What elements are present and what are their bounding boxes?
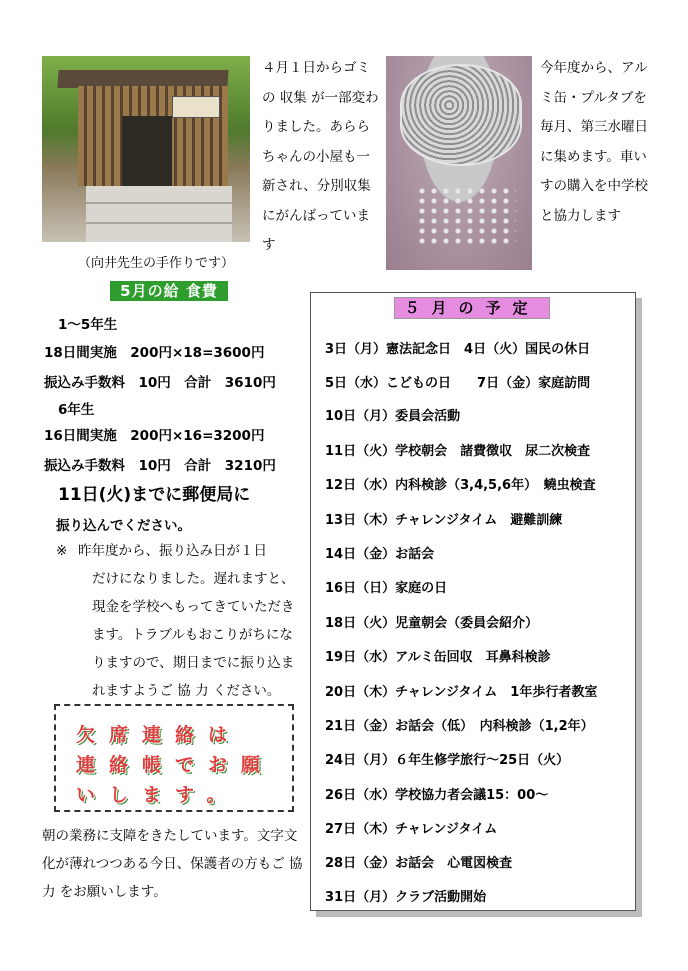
schedule-item: 28日（金）お話会 心電図検査 <box>325 856 513 871</box>
absence-line-1: 欠席連絡は <box>76 724 242 746</box>
lunch-fee-heading: 5月の給 食費 <box>110 281 228 301</box>
grade1-5-label: 1～5年生 <box>58 317 118 333</box>
pull-tabs-photo <box>386 56 532 270</box>
recycling-notice-text: 今年度から、アルミ缶・プルタブを毎月、第三水曜日に集めます。車いすの購入を中学校と協力します <box>540 60 648 224</box>
garbage-hut-photo <box>42 56 250 242</box>
payment-note <box>56 537 301 705</box>
schedule-item: 24日（月）６年生修学旅行～25日（火） <box>325 753 570 768</box>
schedule-item: 18日（火）児童朝会（委員会紹介） <box>325 616 539 631</box>
schedule-item: 27日（木）チャレンジタイム <box>325 822 498 837</box>
payment-deadline: 11日(火)までに郵便局に <box>58 485 251 505</box>
grade6-fee-total: 振込み手数料 10円 合計 3210円 <box>44 458 276 474</box>
schedule-item: 10日（月）委員会活動 <box>325 409 461 424</box>
schedule-item: 26日（水）学校協力者会議15：00～ <box>325 788 549 803</box>
grade6-label: 6年生 <box>58 402 95 418</box>
schedule-item: 20日（木）チャレンジタイム 1年歩行者教室 <box>325 685 598 700</box>
note-line: 昨年度から、振り込み日が１日 <box>78 543 267 559</box>
schedule-item: 5日（水）こどもの日 7日（金）家庭訪問 <box>325 376 591 391</box>
garbage-notice-text: ４月１日からゴミの 収集 が一部変わりました。あららちゃんの小屋も一新され、分別収集にがんばっています <box>262 60 379 253</box>
schedule-item: 21日（金）お話会（低） 内科検診（1,2年） <box>325 719 594 734</box>
absence-contact-box <box>54 704 294 812</box>
schedule-item: 16日（日）家庭の日 <box>325 581 448 596</box>
note-mark: ※ <box>56 543 68 559</box>
absence-line-3: いします。 <box>76 784 240 806</box>
transfer-instruction: 振り込んでください。 <box>56 518 191 534</box>
grade1-5-fee-total: 振込み手数料 10円 合計 3610円 <box>44 375 276 391</box>
note-line: だけになりました。遅れますと、 <box>92 571 295 587</box>
schedule-item: 13日（木）チャレンジタイム 避難訓練 <box>325 513 563 528</box>
note-line: ます。トラブルもおこりがちにな <box>92 627 293 643</box>
schedule-item: 19日（水）アルミ缶回収 耳鼻科検診 <box>325 650 551 665</box>
grade6-calculation: 16日間実施 200円×16=3200円 <box>44 428 265 444</box>
note-line: れますようご 協 力 ください。 <box>92 683 281 699</box>
closing-message: 朝の業務に支障をきたしています。文字文化が薄れつつある今日、保護者の方もご 協力 をお願いします。 <box>42 828 303 900</box>
photo-caption: （向井先生の手作りです） <box>78 256 235 271</box>
schedule-item: 14日（金）お話会 <box>325 547 435 562</box>
schedule-item: 3日（月）憲法記念日 4日（火）国民の休日 <box>325 342 591 357</box>
schedule-item: 11日（火）学校朝会 諸費徴収 尿二次検査 <box>325 444 591 459</box>
note-line: 現金を学校へもってきていただき <box>92 599 295 615</box>
schedule-item: 12日（水）内科検診（3,4,5,6年） 蟯虫検査 <box>325 478 596 493</box>
note-line: りますので、期日までに振り込ま <box>92 655 295 671</box>
schedule-title: ５月の予定 <box>394 297 550 319</box>
grade1-5-calculation: 18日間実施 200円×18=3600円 <box>44 345 265 361</box>
schedule-item: 31日（月）クラブ活動開始 <box>325 890 487 905</box>
absence-line-2: 連絡帳でお願 <box>76 754 275 776</box>
